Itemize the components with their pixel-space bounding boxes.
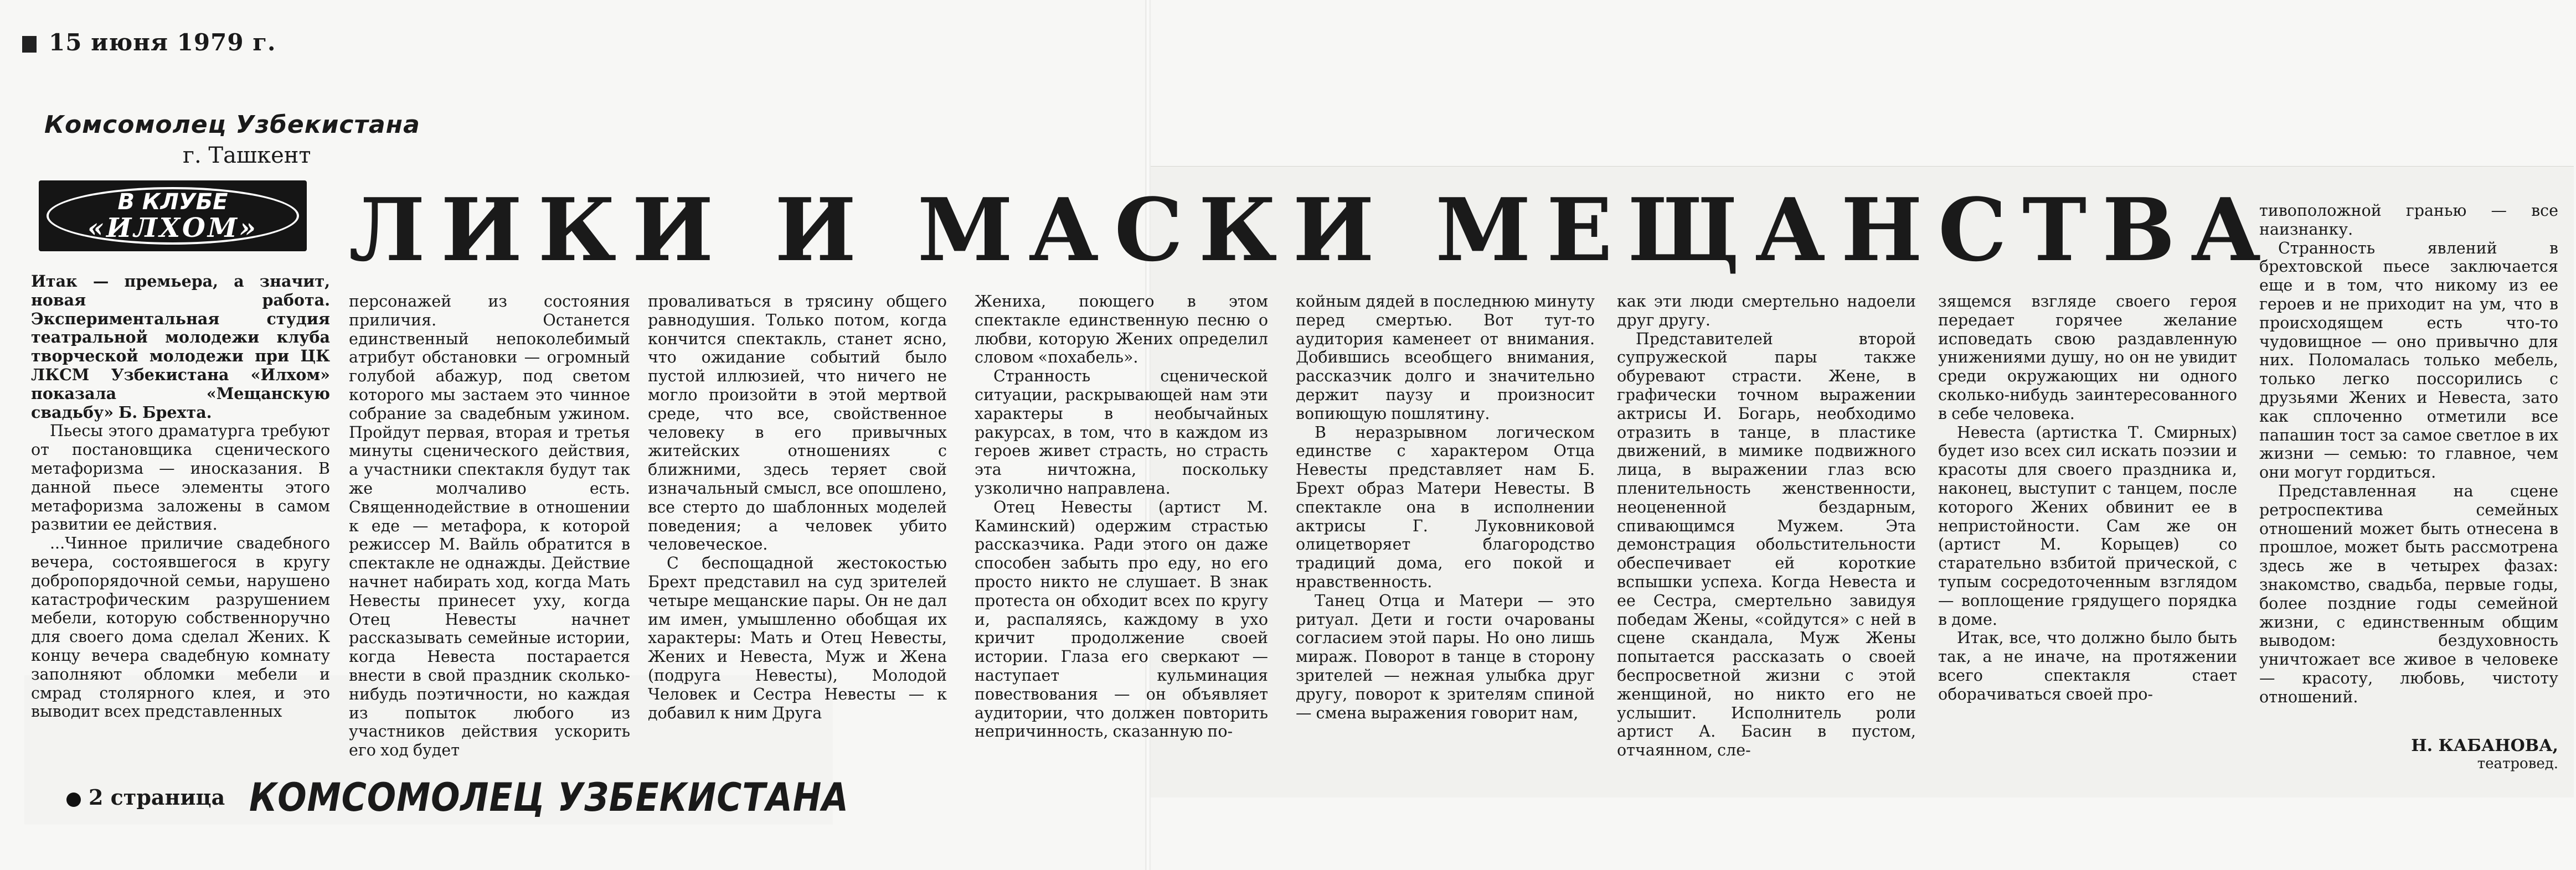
paragraph: Представленная на сцене ретроспектива семейных отношений может быть отнесена в прошлое, может быть рассмотрена здесь же в четырех фазах: знакомство, свадьба, первые годы, более поздние годы семейной жизни, с единственным общим выводом: бездуховность уничтожает все живое в человеке — красоту, любовь, чистоту отношений. — [2259, 481, 2558, 706]
paragraph: Пьесы этого драматурга требуют от постановщика сценического метафоризма — иносказания. В данной пьесе элементы этого метафоризма заложены в самом развитии ее действия. — [31, 422, 330, 534]
paragraph: ...Чинное приличие свадебного вечера, состоявшегося в кругу добропорядочной семьи, нарушено катастрофическим разрушением мебели, которую собственноручно для своего дома сделал Жених. К концу вечера свадебную комнату заполняют обломки мебели и смрад столярного клея, и это выводит всех представленных — [31, 534, 330, 721]
article-column-8 — [2259, 201, 2558, 707]
article-column-4 — [975, 292, 1268, 741]
article-column-3 — [648, 292, 947, 722]
paragraph: В неразрывном логическом единстве с характером Отца Невесты представляет нам Б. Брехт образ Матери Невесты. В спектакле она в исполнении актрисы Г. Луковниковой олицетворяет благородство традиций дома, его покой и нравственность. — [1296, 423, 1595, 591]
paragraph: Невеста (артистка Т. Смирных) будет изо всех сил искать поэзии и красоты для своего праздника и, наконец, выступит с танцем, после которого Жених обвинит ее в непристойности. Сам же он (артист М. Корыцев) со старательно взбитой прической, с тупым сосредоточенным взглядом — воплощение грядущего порядка в доме. — [1938, 423, 2237, 629]
dateline — [22, 29, 276, 56]
author-signature — [2398, 736, 2558, 772]
paragraph: персонажей из состояния приличия. Останется единственный непоколебимый атрибут обстановки — огромный голубой абажур, под светом которого мы застаем это чинное собрание за свадебным ужином. Пройдут первая, вторая и третья минуты сценического действия, а участники спектакля будут так же молчаливо есть. Священнодействие в отношении к еде — метафора, к которой режиссер М. Вайль обратится в спектакле не однажды. Действие начнет набирать ход, когда Мать Невесты принесет уху, когда Отец Невесты начнет рассказывать семейные истории, когда Невеста постарается внести в свой праздник сколько-нибудь поэтичности, но каждая из попыток любого из участников действия ускорить его ход будет — [349, 292, 630, 760]
paragraph: проваливаться в трясину общего равнодушия. Только потом, когда кончится спектакль, станет ясно, что ожидание событий было пустой иллюзией, что ничего не могло произойти в этой мертвой среде, что все, свойственное человеку в его привычных житейских отношениях с ближними, здесь теряет свой изначальный смысл, все опошлено, все стерто до шаблонных моделей поведения; а человек убито человеческое. — [648, 292, 947, 554]
paragraph: Отец Невесты (артист М. Каминский) одержим страстью рассказчика. Ради этого он даже способен забыть про еду, но его просто никто не слушает. В знак протеста он обходит всех по кругу и, распаляясь, каждому в ухо кричит продолжение своей истории. Глаза его сверкают — наступает кульминация повествования — он объявляет аудитории, что должен повторить непричинность, сказанную по- — [975, 498, 1268, 741]
article-column-7 — [1938, 292, 2237, 704]
article-headline: ЛИКИ И МАСКИ МЕЩАНСТВА — [349, 179, 2277, 281]
page-mark-icon — [22, 36, 37, 53]
paragraph: койным дядей в последнюю минуту перед смертью. Вот тут-то аудитория каменеет от внимания. Добившись всеобщего внимания, рассказчик долго и значительно держит паузу и произносит вопиющую пошлятину. — [1296, 292, 1595, 423]
paragraph: Танец Отца и Матери — это ритуал. Дети и гости очарованы согласием этой пары. Но оно лишь мираж. Поворот в танце в сторону зрителей — нежная улыбка друг другу, поворот к зрителям спиной — смена выражения говорит нам, — [1296, 591, 1595, 722]
paragraph: тивоположной гранью — все наизнанку. — [2259, 201, 2558, 239]
bullet-icon — [66, 793, 81, 807]
lead-paragraph: Итак — премьера, а значит, новая работа. Экспериментальная студия театральной молодежи клуба творческой молодежи при ЦК ЛКСМ Узбекистана «Илхом» показала «Мещанскую свадьбу» Б. Брехта. — [31, 272, 330, 422]
paragraph: Жениха, поющего в этом спектакле единственную песню о любви, которую Жених определил словом «похабель». — [975, 292, 1268, 367]
date-text: 15 июня 1979 г. — [49, 29, 276, 56]
masthead: Комсомолец Узбекистана — [44, 111, 420, 139]
footer-masthead: КОМСОМОЛЕЦ УЗБЕКИСТАНА — [249, 775, 849, 820]
author-role: театровед. — [2477, 755, 2558, 772]
article-column-1 — [31, 272, 330, 721]
author-name: Н. КАБАНОВА, — [2411, 736, 2558, 755]
paragraph: Итак, все, что должно было быть так, а не иначе, на протяжении всего спектакля стает оборачиваться своей про- — [1938, 629, 2237, 703]
rubric-line-1: В КЛУБЕ — [117, 189, 228, 215]
rubric-line-2: «ИЛХОМ» — [87, 213, 258, 244]
paragraph: Странность сценической ситуации, раскрывающей нам эти характеры в необычайных ракурсах, в том, что в каждом из героев живет страсть, но страсть эта ничтожна, поскольку узколично направлена. — [975, 367, 1268, 498]
article-column-6 — [1617, 292, 1916, 760]
paragraph: зящемся взгляде своего героя передает горячее желание исповедать свою раздавленную унижениями душу, но он не увидит среди окружающих ни одного сколько-нибудь заинтересованного в себе человека. — [1938, 292, 2237, 423]
rubric-badge — [39, 180, 307, 251]
article-column-5 — [1296, 292, 1595, 722]
article-column-2 — [349, 292, 630, 760]
page-reference — [66, 785, 225, 810]
paragraph: Представителей второй супружеской пары также обуревают страсти. Жене, в графически точном выражении актрисы И. Богарь, необходимо отразить в танце, в пластике движений, в мимике подвижного лица, в выражении глаз всю пленительность женственности, неоцененной бездарным, спивающимся Мужем. Эта демонстрация обольстительности обеспечивает ей короткие вспышки успеха. Когда Невеста и ее Сестра, смертельно завидуя победам Жены, «сойдутся» с ней в сцене скандала, Муж Жены попытается рассказать о своей беспросветной жизни с этой женщиной, но никто его не услышит. Исполнитель роли артист А. Басин в пустом, отчаянном, сле- — [1617, 329, 1916, 760]
paragraph: С беспощадной жестокостью Брехт представил на суд зрителей четыре мещанские пары. Он не дал им имен, умышленно обобщая их характеры: Мать и Отец Невесты, Жених и Невеста, Муж и Жена (подруга Невесты), Молодой Человек и Сестра Невесты — к добавил к ним Друга — [648, 554, 947, 722]
paragraph: как эти люди смертельно надоели друг другу. — [1617, 292, 1916, 329]
page-reference-text: 2 страница — [89, 785, 225, 810]
paragraph: Странность явлений в брехтовской пьесе заключается еще и в том, что никому из ее героев и не приходит на ум, что в происходящем есть что-то чудовищное — оно привычно для них. Поломалась только мебель, только легко поссорились с друзьями Жених и Невеста, зато как сплоченно отметили все папашин тост за самое светлое в их жизни — семью: то главное, чем они могут гордиться. — [2259, 239, 2558, 482]
city-line: г. Ташкент — [183, 143, 311, 168]
